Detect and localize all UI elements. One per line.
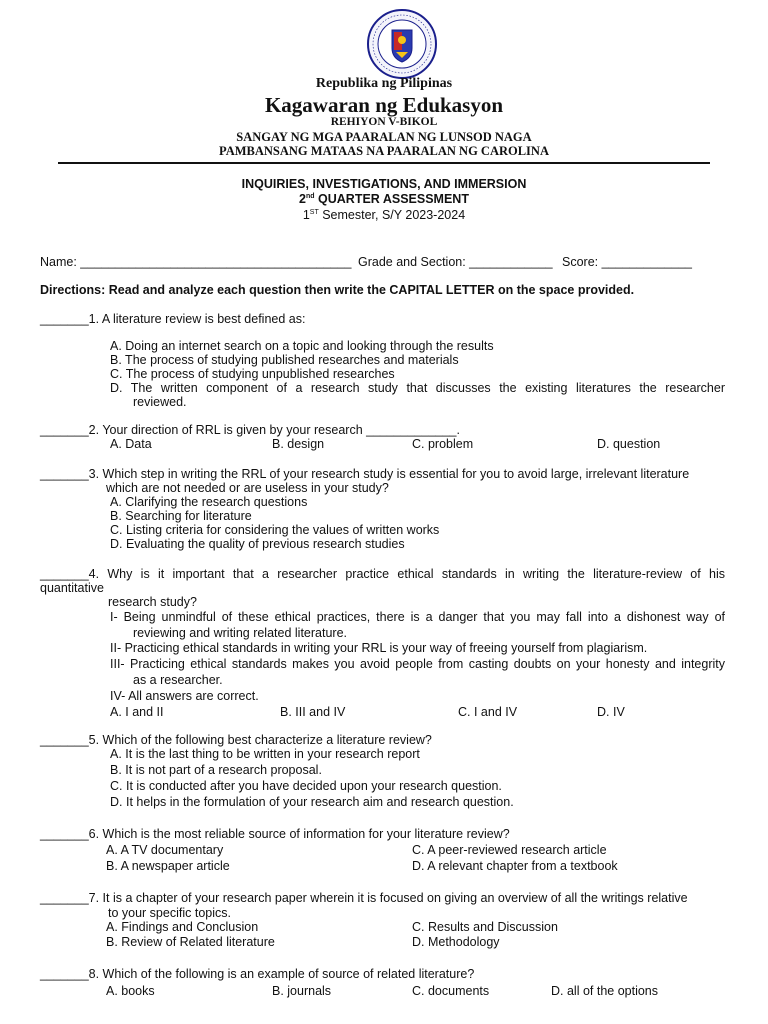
q5-option-b: B. It is not part of a research proposal.: [110, 763, 322, 777]
q4-statement-iv: IV- All answers are correct.: [110, 689, 259, 703]
q2-option-d: D. question: [597, 437, 661, 451]
q3-option-d: D. Evaluating the quality of previous research studies: [110, 537, 405, 551]
question-4-cont: quantitative: [40, 581, 104, 595]
question-4: _______4. Why is it important that a researcher practice ethical standards in writing the literature-review of his: [40, 567, 725, 581]
q8-option-b: B. journals: [272, 984, 332, 998]
q7-option-a: A. Findings and Conclusion: [106, 920, 259, 934]
score-field[interactable]: Score: _____________: [562, 255, 692, 269]
q5-option-a: A. It is the last thing to be written in your research report: [110, 747, 420, 761]
question-6: _______6. Which is the most reliable source of information for your literature review?: [40, 827, 510, 841]
q5-option-d: D. It helps in the formulation of your research aim and research question.: [110, 795, 514, 809]
name-field[interactable]: Name: _______________________________________: [40, 255, 352, 269]
header-division: SANGAY NG MGA PAARALAN NG LUNSOD NAGA: [236, 130, 532, 144]
q4-statement-iii: III- Practicing ethical standards makes you avoid people from casting doubts on your honesty and integrity: [110, 657, 725, 671]
q1-option-d: D. The written component of a research study that discusses the existing literatures the researcher: [110, 381, 725, 395]
q6-option-b: B. A newspaper article: [106, 859, 230, 873]
q4-statement-ii: II- Practicing ethical standards in writing your RRL is your way of freeing yourself from plagiarism.: [110, 641, 648, 655]
q1-option-c: C. The process of studying unpublished researches: [110, 367, 395, 381]
q3-option-a: A. Clarifying the research questions: [110, 495, 308, 509]
q4-option-d: D. IV: [597, 705, 625, 719]
question-1: _______1. A literature review is best defined as:: [40, 312, 306, 326]
q2-option-c: C. problem: [412, 437, 474, 451]
q7-option-d: D. Methodology: [412, 935, 500, 949]
q4-statement-iii-cont: as a researcher.: [133, 673, 223, 687]
q6-option-d: D. A relevant chapter from a textbook: [412, 859, 618, 873]
header-republic: Republika ng Pilipinas: [315, 76, 453, 91]
q8-option-a: A. books: [106, 984, 155, 998]
q7-option-c: C. Results and Discussion: [412, 920, 558, 934]
q1-option-b: B. The process of studying published researches and materials: [110, 353, 459, 367]
header-department: Kagawaran ng Edukasyon: [264, 93, 504, 117]
q6-option-a: A. A TV documentary: [106, 843, 224, 857]
q4-option-c: C. I and IV: [458, 705, 518, 719]
q2-option-a: A. Data: [110, 437, 152, 451]
question-8: _______8. Which of the following is an example of source of related literature?: [40, 967, 475, 981]
q6-option-c: C. A peer-reviewed research article: [412, 843, 607, 857]
q7-option-b: B. Review of Related literature: [106, 935, 275, 949]
question-4-cont2: research study?: [108, 595, 197, 609]
header-divider: [58, 162, 710, 164]
header-school: PAMBANSANG MATAAS NA PAARALAN NG CAROLINA: [219, 144, 549, 158]
question-3: _______3. Which step in writing the RRL of your research study is essential for you to avoid large, irrelevant literature: [40, 467, 690, 481]
exam-semester: 1ST Semester, S/Y 2023-2024: [302, 208, 466, 222]
q1-option-a: A. Doing an internet search on a topic and looking through the results: [110, 339, 494, 353]
q4-option-a: A. I and II: [110, 705, 164, 719]
q2-option-b: B. design: [272, 437, 325, 451]
q8-option-d: D. all of the options: [551, 984, 659, 998]
q4-statement-i: I- Being unmindful of these ethical practices, there is a danger that you may fall into a dishonest way of: [110, 610, 725, 624]
grade-section-field[interactable]: Grade and Section: ____________: [358, 255, 553, 269]
directions: Directions: Read and analyze each question then write the CAPITAL LETTER on the space provided.: [40, 283, 635, 297]
question-2: _______2. Your direction of RRL is given by your research _____________.: [40, 423, 460, 437]
question-3-cont: which are not needed or are useless in your study?: [106, 481, 389, 495]
q4-statement-i-cont: reviewing and writing related literature.: [133, 626, 347, 640]
q1-option-d-cont: reviewed.: [133, 395, 187, 409]
q3-option-b: B. Searching for literature: [110, 509, 252, 523]
q5-option-c: C. It is conducted after you have decided upon your research question.: [110, 779, 502, 793]
q8-option-c: C. documents: [412, 984, 490, 998]
q3-option-c: C. Listing criteria for considering the values of written works: [110, 523, 440, 537]
q4-option-b: B. III and IV: [280, 705, 346, 719]
exam-quarter: 2nd QUARTER ASSESSMENT: [299, 192, 469, 206]
question-7-cont: to your specific topics.: [108, 906, 231, 920]
exam-subject: INQUIRIES, INVESTIGATIONS, AND IMMERSION: [241, 177, 527, 191]
deped-seal-logo: [366, 8, 438, 80]
header-region: REHIYON V-BIKOL: [330, 116, 438, 128]
question-5: _______5. Which of the following best characterize a literature review?: [40, 733, 432, 747]
question-7: _______7. It is a chapter of your research paper wherein it is focused on giving an overview of all the writings relative: [40, 891, 688, 905]
